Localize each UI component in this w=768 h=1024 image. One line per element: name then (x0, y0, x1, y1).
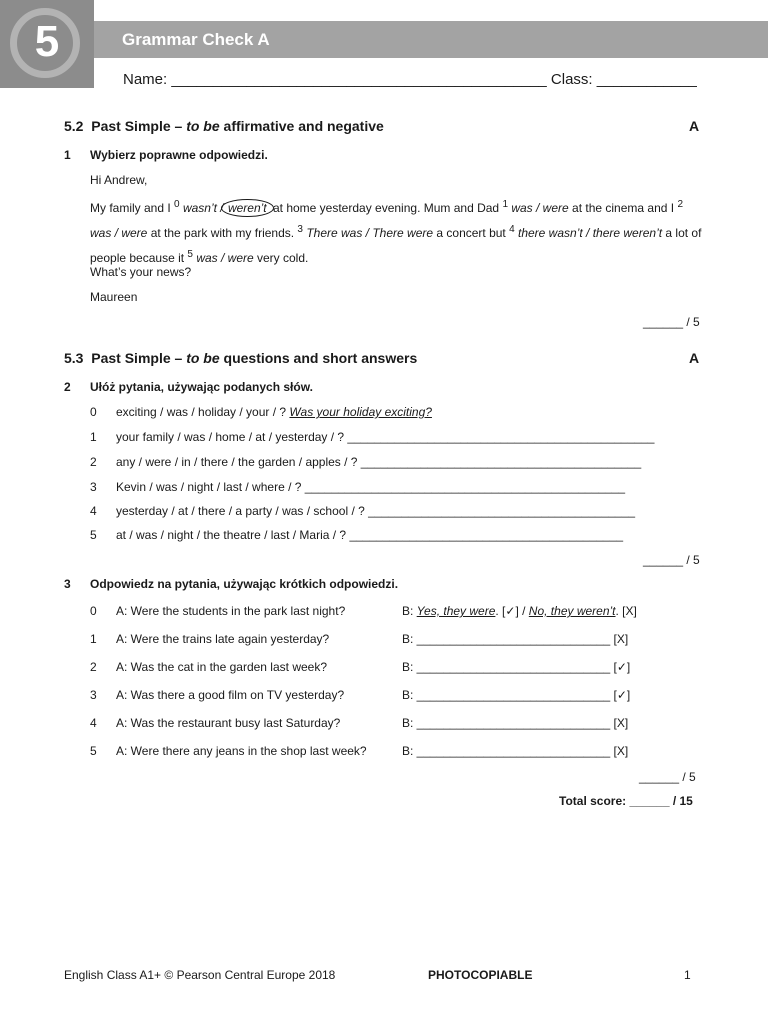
section-title-pre: Past Simple – (91, 118, 187, 134)
total-score: Total score: ______ / 15 (559, 794, 693, 808)
item-answer-blank: B: _____________________________ [X] (402, 632, 629, 646)
example-answer-line (402, 604, 637, 618)
score-line: ______ / 5 (643, 553, 700, 567)
section-title-pre: Past Simple – (91, 350, 187, 366)
item-prompt: your family / was / home / at / yesterday / ? ______________________________________________ (116, 430, 655, 444)
section-title-italic: to be (186, 350, 220, 366)
page-number: 1 (684, 968, 691, 982)
task-instruction: Wybierz poprawne odpowiedzi. (90, 148, 268, 162)
section-title-post: affirmative and negative (219, 118, 384, 134)
answer-prefix: B: (402, 604, 417, 618)
task-instruction: Ułóż pytania, używając podanych słów. (90, 380, 313, 394)
item-answer-blank: B: _____________________________ [X] (402, 744, 629, 758)
item-number: 3 (90, 688, 97, 702)
item-number: 1 (90, 430, 97, 444)
example-item (116, 405, 432, 419)
gap-number: 4 (509, 224, 515, 235)
name-class-line: Name: _____________________________________________ Class: ____________ (123, 71, 697, 88)
unit-badge (0, 0, 94, 88)
item-prompt: yesterday / at / there / a party / was / school / ? ________________________________________ (116, 504, 636, 518)
section-title-italic: to be (186, 118, 220, 134)
section-title-post: questions and short answers (219, 350, 418, 366)
item-question: A: Were the trains late again yesterday? (116, 632, 330, 646)
item-number: 0 (90, 405, 97, 419)
item-question: A: Were there any jeans in the shop last week? (116, 744, 367, 758)
example-answer-yes: Yes, they were (416, 604, 496, 618)
item-prompt: any / were / in / there / the garden / apples / ? __________________________________________ (116, 455, 642, 469)
option-text: was / were (90, 226, 148, 240)
item-question: A: Was the restaurant busy last Saturday? (116, 716, 341, 730)
item-question: A: Were the students in the park last night? (116, 604, 346, 618)
item-number: 5 (90, 744, 97, 758)
item-number: 5 (90, 528, 97, 542)
item-number: 3 (90, 480, 97, 494)
text-fragment: at home yesterday evening. Mum and Dad (269, 201, 503, 215)
section-heading-5-2 (64, 118, 384, 134)
item-question: A: Was the cat in the garden last week? (116, 660, 328, 674)
item-number: 1 (90, 632, 97, 646)
item-answer-blank: B: _____________________________ [✓] (402, 660, 631, 674)
item-prompt: Kevin / was / night / last / where / ? ________________________________________________ (116, 480, 626, 494)
gap-number: 0 (174, 199, 180, 210)
option-text: There was / There were (306, 226, 434, 240)
task-number: 2 (64, 380, 71, 394)
title-bar (94, 21, 768, 58)
item-answer-blank: B: _____________________________ [✓] (402, 688, 631, 702)
option-text: there wasn’t / there weren’t (518, 226, 663, 240)
item-prompt: at / was / night / the theatre / last / Maria / ? _________________________________________ (116, 528, 624, 542)
letter-greeting: Hi Andrew, (90, 173, 148, 187)
item-prompt: exciting / was / holiday / your / ? (116, 405, 290, 419)
gap-number: 1 (502, 199, 508, 210)
option-text: was / were (511, 201, 569, 215)
item-number: 4 (90, 504, 97, 518)
letter-signoff: Maureen (90, 290, 138, 304)
item-number: 2 (90, 660, 97, 674)
item-answer-blank: B: _____________________________ [X] (402, 716, 629, 730)
letter-paragraph (90, 194, 702, 269)
item-number: 2 (90, 455, 97, 469)
example-answer: Was your holiday exciting? (289, 405, 432, 419)
task-number: 3 (64, 577, 71, 591)
option-text: was / were (196, 251, 254, 265)
unit-number: 5 (34, 17, 60, 66)
answer-tick: . [X] (615, 604, 637, 618)
task-instruction: Odpowiedz na pytania, używając krótkich odpowiedzi. (90, 577, 399, 591)
task-number: 1 (64, 148, 71, 162)
section-number: 5.2 (64, 118, 84, 134)
text-fragment: a lot of people because it (90, 226, 702, 265)
section-number: 5.3 (64, 350, 84, 366)
gap-number: 5 (187, 249, 193, 260)
letter-question: What’s your news? (90, 265, 192, 279)
page-title: Grammar Check A (122, 30, 270, 49)
text-fragment: My family and I (90, 201, 175, 215)
gap-number: 3 (297, 224, 303, 235)
option-text: wasn’t / (182, 201, 227, 215)
item-number: 4 (90, 716, 97, 730)
section-heading-5-3 (64, 350, 417, 366)
text-fragment: at the park with my friends. (147, 226, 298, 240)
score-line: ______ / 5 (643, 315, 700, 329)
text-fragment: at the cinema and I (568, 201, 678, 215)
section-level: A (689, 350, 700, 366)
item-number: 0 (90, 604, 97, 618)
footer-photocopiable: PHOTOCOPIABLE (428, 968, 533, 982)
gap-number: 2 (677, 199, 683, 210)
score-line: ______ / 5 (639, 770, 696, 784)
answer-separator: . [✓] / (495, 604, 529, 618)
text-fragment: a concert but (433, 226, 510, 240)
section-level: A (689, 118, 700, 134)
footer-copyright: English Class A1+ © Pearson Central Europe 2018 (64, 968, 336, 982)
text-fragment: very cold. (253, 251, 309, 265)
example-answer-no: No, they weren’t (528, 604, 616, 618)
circled-answer: weren’t (221, 199, 274, 217)
item-question: A: Was there a good film on TV yesterday? (116, 688, 345, 702)
